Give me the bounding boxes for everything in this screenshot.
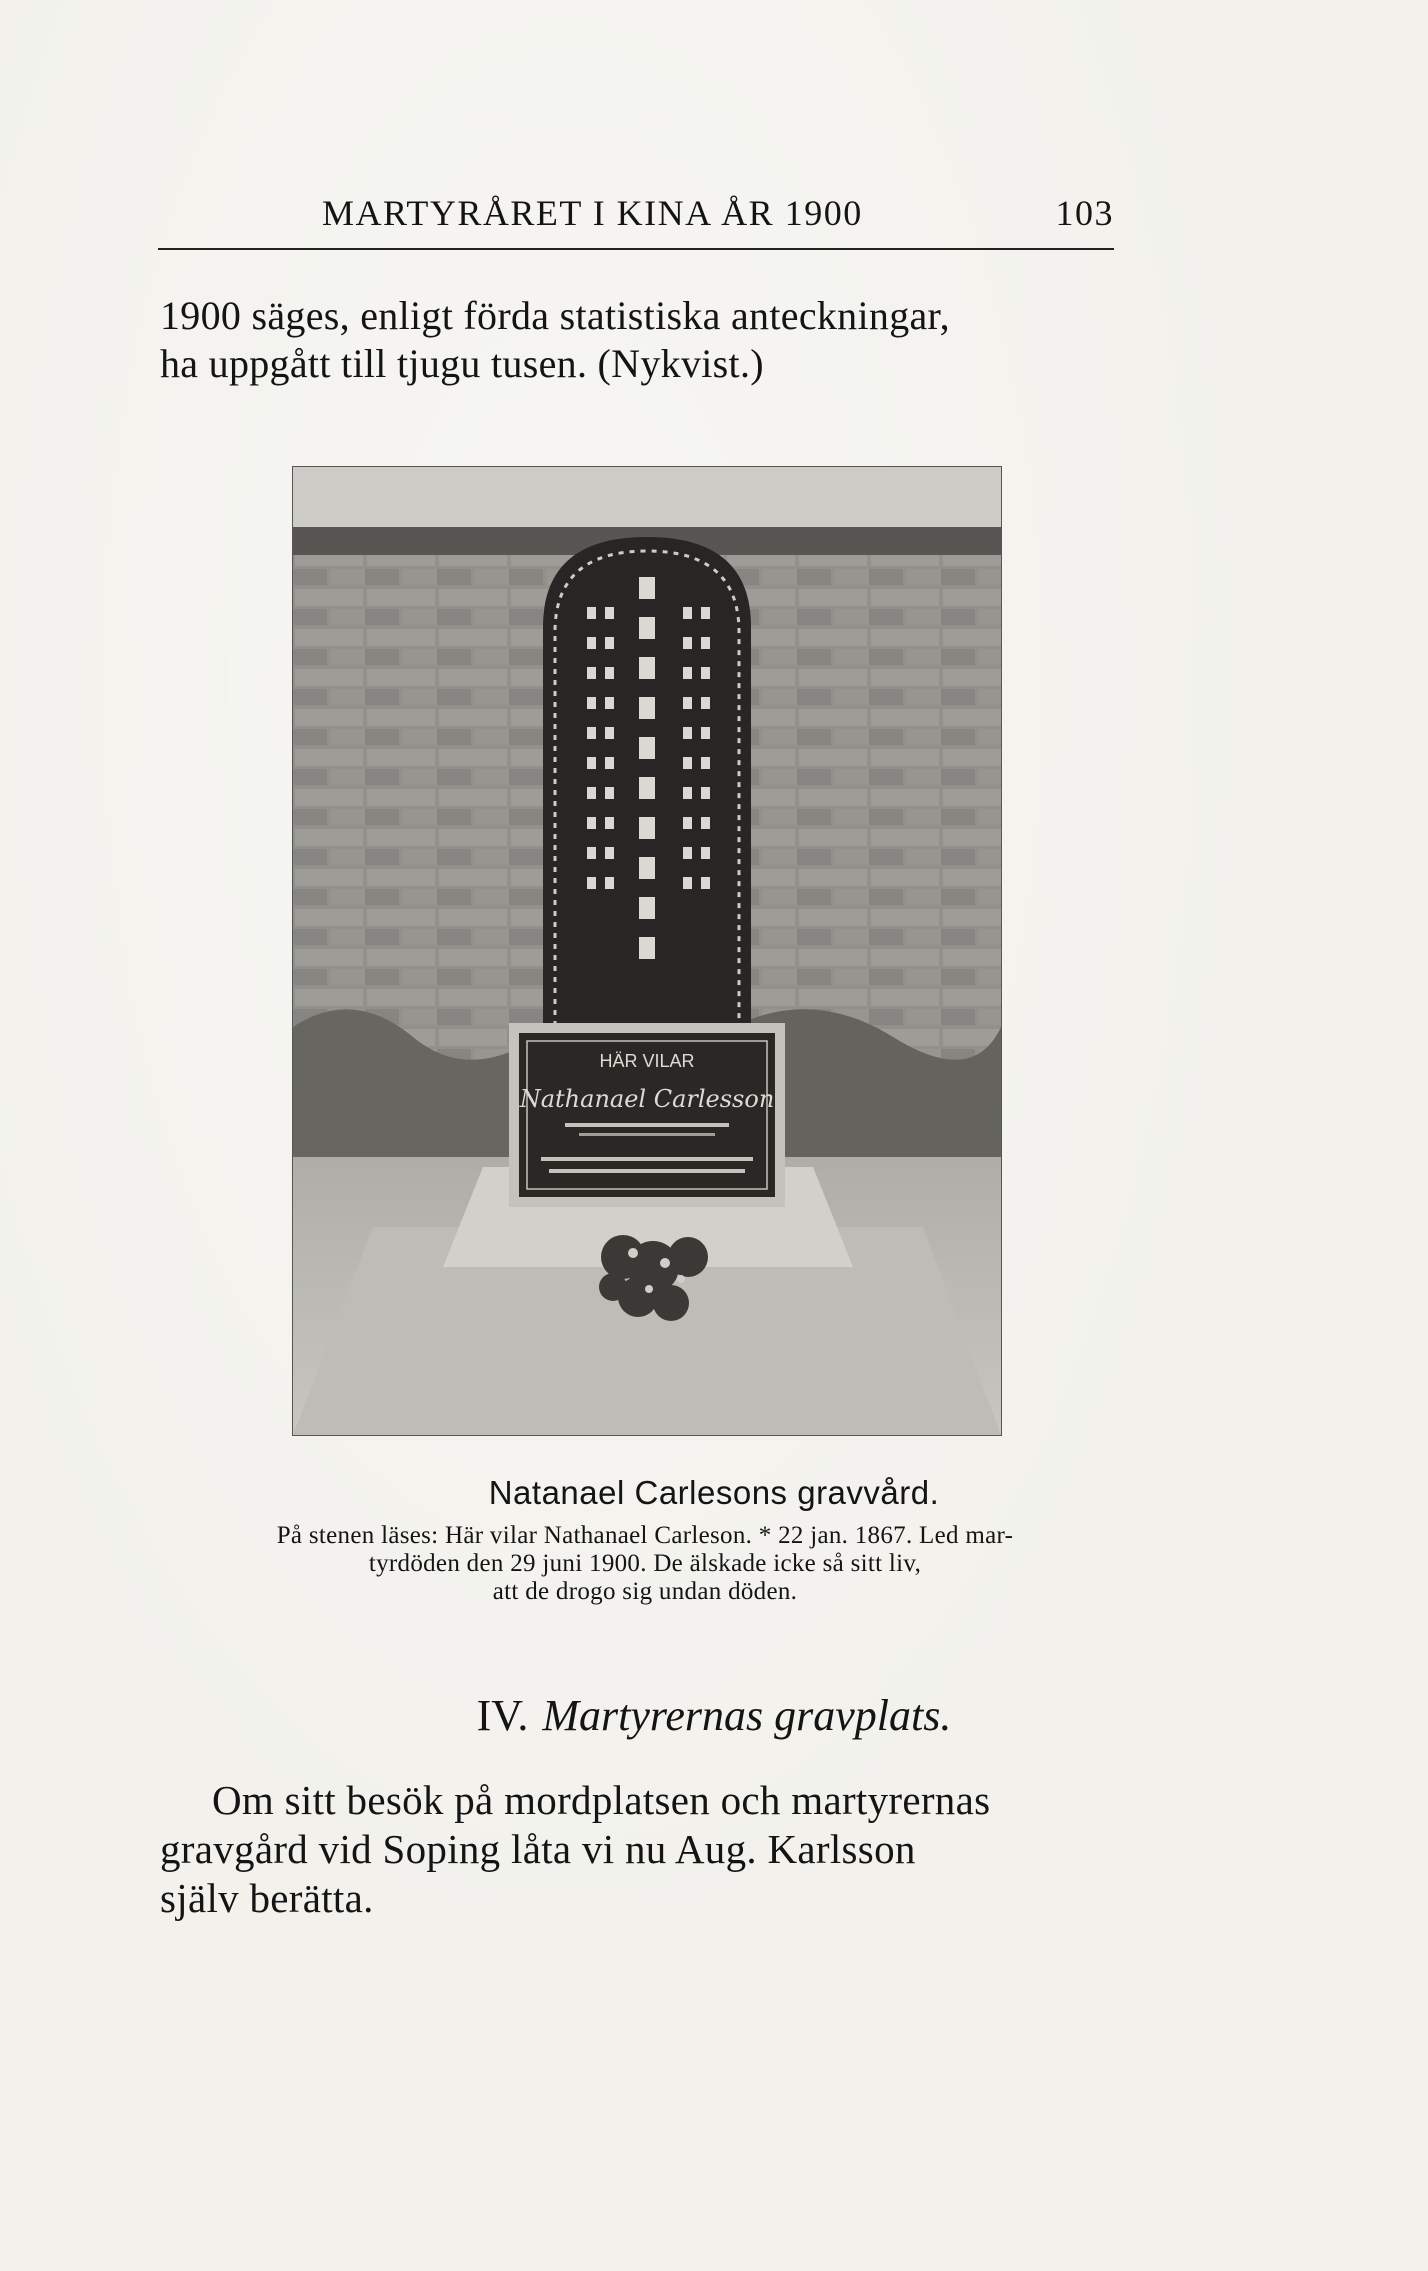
figure-caption xyxy=(162,1522,1128,1606)
text-line: gravgård vid Soping låta vi nu Aug. Karlsson xyxy=(160,1826,916,1872)
section-title: Martyrernas gravplats. xyxy=(542,1691,952,1740)
text-line: Om sitt besök på mordplatsen och martyrernas xyxy=(212,1777,991,1823)
running-title: MARTYRÅRET I KINA ÅR 1900 xyxy=(322,193,863,233)
plaque-name: Nathanael Carlesson xyxy=(519,1085,775,1113)
caption-line: att de drogo sig undan döden. xyxy=(492,1578,798,1605)
caption-line: På stenen läses: Här vilar Nathanael Carleson. * 22 jan. 1867. Led mar- xyxy=(276,1522,1014,1549)
plaque-heading: HÄR VILAR xyxy=(599,1051,695,1071)
gravestone-photo xyxy=(292,466,1002,1436)
text-line: själv berätta. xyxy=(160,1875,374,1921)
paragraph-continuation xyxy=(160,292,1120,388)
header-rule xyxy=(158,248,1114,250)
text-line: 1900 säges, enligt förda statistiska anteckningar, xyxy=(160,293,950,338)
paragraph xyxy=(160,1776,1120,1923)
caption-line: tyrdöden den 29 juni 1900. De älskade icke så sitt liv, xyxy=(368,1550,922,1577)
page-header xyxy=(158,192,1118,240)
text-line: ha uppgått till tjugu tusen. (Nykvist.) xyxy=(160,341,764,386)
section-numeral: IV. xyxy=(476,1691,529,1740)
section-heading xyxy=(0,1690,1428,1741)
figure-caption-title: Natanael Carlesons gravvård. xyxy=(488,1474,940,1511)
page-number: 103 xyxy=(1055,193,1114,233)
